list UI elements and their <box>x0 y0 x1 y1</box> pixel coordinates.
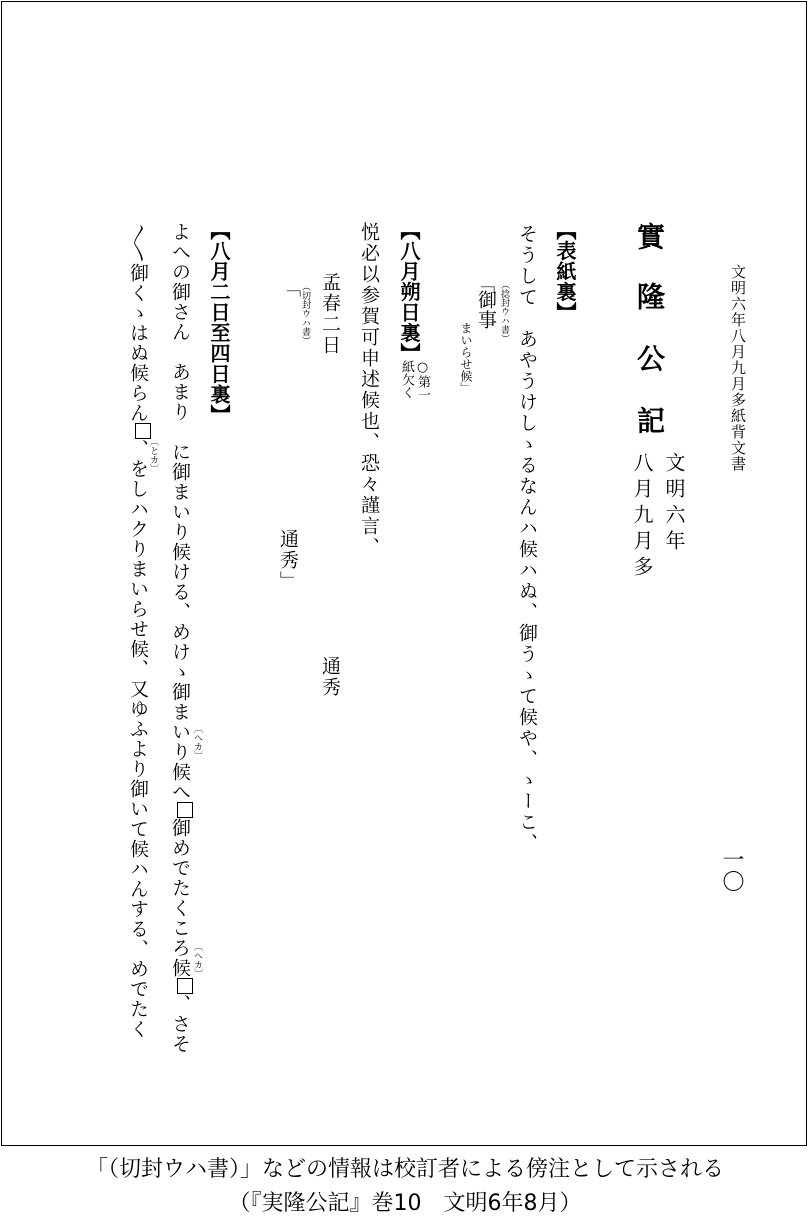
aug2-4-line2-part-a: 〳〵御くゝはぬ候らん <box>127 224 149 423</box>
gloss-he-2: 〔へカ〕 <box>192 942 202 978</box>
aug1-marker-bottom: 紙欠く <box>399 360 414 399</box>
book-title-char: 隆 <box>633 282 666 310</box>
aug1-marker-top: ○第一 <box>415 360 430 401</box>
page-frame <box>1 1 807 1146</box>
gloss-toka: 〔とカ〕 <box>148 437 158 473</box>
caption-line-2: （『実隆公記』巻10 文明6年8月） <box>228 1191 582 1216</box>
missing-char-box <box>177 978 193 994</box>
book-subtitle-era: 文明六年 <box>662 452 686 556</box>
section-heading-cover: 【表紙裏】 <box>553 220 577 323</box>
book-title-char: 公 <box>633 344 666 372</box>
gloss-he-1: 〔へカ〕 <box>192 724 202 760</box>
aug1-note-label: （切封ウハ書） <box>300 282 310 345</box>
cover-text-line: そうして あやうけしゝるなんハ候ハぬ、御うゝて候や、ゝーこ、 <box>516 224 538 854</box>
book-title-char: 記 <box>633 406 666 434</box>
book-title-char: 實 <box>633 222 666 250</box>
aug2-4-line2-part-b: 、をしハクりまいらせ候、又ゆふより御いて候ハんする、めでたく <box>127 439 149 1039</box>
caption-line-1: 「（切封ウハ書）」などの情報は校訂者による傍注として示される <box>85 1157 724 1182</box>
cover-note-label: （捻封ウハ書） <box>499 280 509 343</box>
aug1-note-close: 通秀」 <box>277 529 299 592</box>
cover-note-open: 「 <box>473 274 495 294</box>
aug2-4-text-line-1 <box>170 222 193 1054</box>
cover-note-sub: まいらせ候」 <box>459 322 473 394</box>
aug1-note-open: 「 <box>279 278 301 298</box>
aug1-text-line: 悦必以参賀可申述候也、恐々謹言、 <box>358 222 380 558</box>
page-number: 一〇 <box>719 848 744 892</box>
cover-note-main: 御事 <box>475 290 497 330</box>
section-heading-aug1: 【八月朔日裏】 <box>397 220 421 364</box>
aug1-date: 孟春二日 <box>319 272 341 356</box>
aug2-4-line1-part-b: めけゝ御まいり候へ <box>169 622 191 802</box>
missing-char-box <box>177 802 193 818</box>
running-title: 文明六年八月九月多紙背文書 <box>729 264 747 472</box>
aug2-4-line1-part-d: 、さそ <box>169 994 191 1054</box>
section-heading-aug2-4: 【八月二日至四日裏】 <box>207 220 231 425</box>
aug2-4-line1-part-a: よへの御さん あまり に御まいり候ける、 <box>169 222 191 622</box>
aug2-4-line1-part-c: 御めでたくころ候 <box>169 818 191 978</box>
aug1-signer: 通秀 <box>319 656 341 698</box>
aug2-4-text-line-2 <box>128 224 151 1039</box>
book-subtitle-months: 八月九月多 <box>630 452 654 582</box>
